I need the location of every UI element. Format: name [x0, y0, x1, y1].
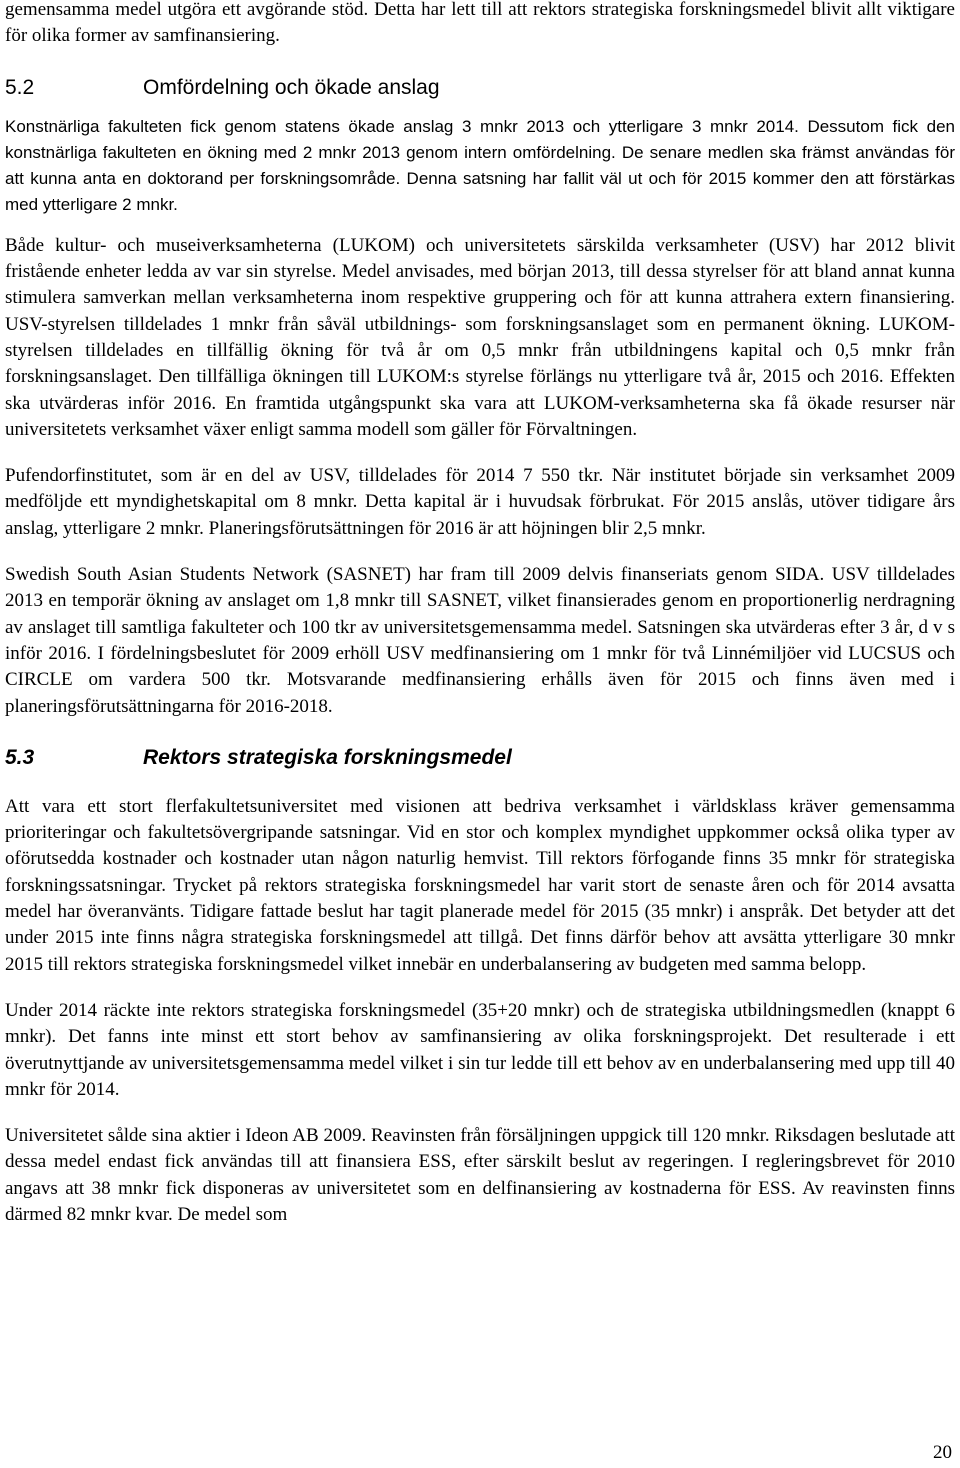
section-heading-5-3 — [5, 744, 955, 772]
body-paragraph: Swedish South Asian Students Network (SASNET) har fram till 2009 delvis finanseriats genom SIDA. USV tilldelades 2013 en temporär ökning av anslaget om 1,8 mnkr till SASNET, vilket finansierades genom en proportionerlig nerdragning av anslaget till samtliga fakulteter och 100 tkr av universitetsgemensamma medel. Satsningen ska utvärderas efter 3 år, d v s inför 2016. I fördelningsbeslutet för 2009 erhöll USV medfinansiering om 1 mnkr för två Linnémiljöer vid LUCSUS och CIRCLE om vardera 500 tkr. Motsvarande medfinansiering erhålls även för 2015 och finns även med i planeringsförutsättningarna för 2016-2018. — [5, 564, 955, 717]
document-page — [5, 0, 955, 1228]
section-title: Omfördelning och ökade anslag — [143, 75, 440, 99]
intro-paragraph: gemensamma medel utgöra ett avgörande stöd. Detta har lett till att rektors strategiska forskningsmedel blivit allt viktigare för olika former av samfinansiering. — [5, 0, 955, 47]
body-paragraph: Under 2014 räckte inte rektors strategiska forskningsmedel (35+20 mnkr) och de strategiska utbildningsmedlen (knappt 6 mnkr). Det fanns inte minst ett stort behov av samfinansiering av olika forskningsprojekt. Det resulterade i ett överutnyttjande av universitetsgemensamma medel vilket i sin tur ledde till ett behov av en underbalansering med upp till 40 mnkr för 2014. — [5, 999, 955, 1100]
section-number: 5.2 — [5, 75, 35, 99]
body-paragraph: Konstnärliga fakulteten fick genom statens ökade anslag 3 mnkr 2013 och ytterligare 3 mnkr 2014. Dessutom fick den konstnärliga fakulteten en ökning med 2 mnkr 2013 genom intern omfördelning. De senare medlen ska främst användas för att kunna anta en doktorand per forskningsområde. Denna satsning har fallit väl ut och för 2015 kommer den att förstärkas med ytterligare 2 mnkr. — [5, 116, 955, 215]
section-heading-5-2 — [5, 74, 955, 102]
section-number: 5.3 — [5, 745, 35, 769]
page-number: 20 — [933, 1442, 952, 1463]
body-paragraph: Både kultur- och museiverksamheterna (LUKOM) och universitetets särskilda verksamheter (USV) har 2012 blivit fristående enheter ledda av var sin styrelse. Medel anvisades, med början 2013, till dessa styrelser för att bland annat kunna stimulera samverkan mellan verksamheterna inom respektive gruppering och för att kunna attrahera extern finansiering. USV-styrelsen tilldelades 1 mnkr från såväl utbildnings- som forskningsanslaget som en permanent ökning. LUKOM-styrelsen tilldelades en tillfällig ökning för två år om 0,5 mnkr från utbildningens kapital och 0,5 mnkr från forskningsanslaget. Den tillfälliga ökningen till LUKOM:s styrelse förlängs nu ytterligare två år, 2015 och 2016. Effekten ska utvärderas inför 2016. En framtida utgångspunkt ska vara att LUKOM-verksamheterna ska få ökade resurser när universitetets verksamhet växer enligt samma modell som gäller för Förvaltningen. — [5, 234, 955, 440]
body-paragraph: Att vara ett stort flerfakultetsuniversitet med visionen att bedriva verksamhet i världsklass kräver gemensamma prioriteringar och fakultetsövergripande satsningar. Vid en stor och komplex myndighet uppkommer också olika typer av oförutsedda kostnader och kostnader utan någon naturlig hemvist. Till rektors förfogande finns 35 mnkr för strategiska forskningssatsningar. Trycket på rektors strategiska forskningsmedel har varit stort de senaste åren och för 2014 avsatta medel har överanvänts. Tidigare fattade beslut har tagit planerade medel för 2015 (35 mnkr) i anspråk. Det betyder att det under 2015 inte finns några strategiska forskningsmedel att tillgå. Det finns därför behov att avsätta ytterligare 30 mnkr 2015 till rektors strategiska forskningsmedel vilket innebär en underbalansering av budgeten med samma belopp. — [5, 795, 955, 975]
body-paragraph: Universitetet sålde sina aktier i Ideon AB 2009. Reavinsten från försäljningen uppgick till 120 mnkr. Riksdagen beslutade att dessa medel endast fick användas till att finansiera ESS, efter särskilt beslut av regeringen. I regleringsbrevet för 2010 angavs att 38 mnkr fick disponeras av universitetet som en delfinansiering av kostnaderna för ESS. Av reavinsten finns därmed 82 mnkr kvar. De medel som — [5, 1125, 955, 1225]
section-title: Rektors strategiska forskningsmedel — [143, 745, 512, 769]
body-paragraph: Pufendorfinstitutet, som är en del av USV, tilldelades för 2014 7 550 tkr. När institutet började sin verksamhet 2009 medföljde ett myndighetskapital om 8 mnkr. Detta kapital är i huvudsak förbrukat. För 2015 anslås, utöver tidigare års anslag, ytterligare 2 mnkr. Planeringsförutsättningen för 2016 är att höjningen blir 2,5 mnkr. — [5, 465, 955, 539]
